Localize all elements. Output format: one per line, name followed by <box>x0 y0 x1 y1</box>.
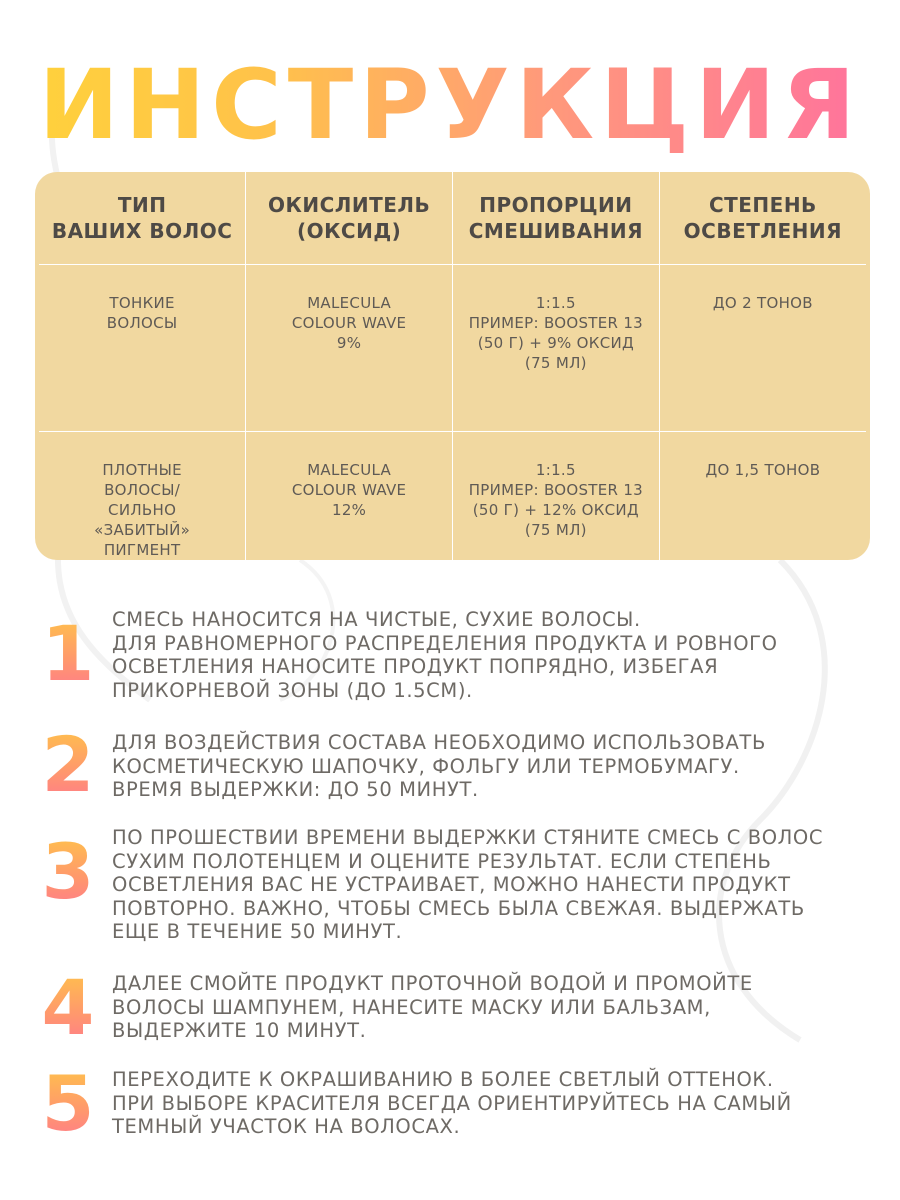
header-lightening-degree: СТЕПЕНЬ ОСВЕТЛЕНИЯ <box>659 172 866 265</box>
oxidant-table <box>39 172 866 612</box>
step-text: ДЛЯ ВОЗДЕЙСТВИЯ СОСТАВА НЕОБХОДИМО ИСПОЛЬЗОВАТЬ КОСМЕТИЧЕСКУЮ ШАПОЧКУ, ФОЛЬГУ ИЛИ ТЕРМОБУМАГУ. ВРЕМЯ ВЫДЕРЖКИ: ДО 50 МИНУТ. <box>112 731 766 801</box>
step-number: 2 <box>38 725 98 805</box>
instruction-table <box>35 172 870 560</box>
cell-hair-type: ТОНКИЕ ВОЛОСЫ <box>39 265 246 432</box>
step-number: 5 <box>38 1064 98 1144</box>
step-number: 1 <box>38 614 98 694</box>
table-row <box>39 432 866 613</box>
step-text: ПО ПРОШЕСТВИИ ВРЕМЕНИ ВЫДЕРЖКИ СТЯНИТЕ СМЕСЬ С ВОЛОС СУХИМ ПОЛОТЕНЦЕМ И ОЦЕНИТЕ РЕЗУЛЬТАТ. ЕСЛИ СТЕПЕНЬ ОСВЕТЛЕНИЯ ВАС НЕ УСТРАИВАЕТ, МОЖНО НАНЕСТИ ПРОДУКТ ПОВТОРНО. ВАЖНО, ЧТОБЫ СМЕСЬ БЫЛА СВЕЖАЯ. ВЫДЕРЖАТЬ ЕЩЕ В ТЕЧЕНИЕ 50 МИНУТ. <box>112 826 824 943</box>
cell-oxidant: MALECULA COLOUR WAVE 12% <box>246 432 453 613</box>
cell-proportions: 1:1.5 ПРИМЕР: BOOSTER 13 (50 Г) + 12% ОКСИД (75 МЛ) <box>453 432 660 613</box>
step-number: 4 <box>38 968 98 1048</box>
cell-hair-type: ПЛОТНЫЕ ВОЛОСЫ/ СИЛЬНО «ЗАБИТЫЙ» ПИГМЕНТ <box>39 432 246 613</box>
step-text: ДАЛЕЕ СМОЙТЕ ПРОДУКТ ПРОТОЧНОЙ ВОДОЙ И ПРОМОЙТЕ ВОЛОСЫ ШАМПУНЕМ, НАНЕСИТЕ МАСКУ ИЛИ БАЛЬЗАМ, ВЫДЕРЖИТЕ 10 МИНУТ. <box>112 972 753 1042</box>
table-row <box>39 265 866 432</box>
header-hair-type: ТИП ВАШИХ ВОЛОС <box>39 172 246 265</box>
step-number: 3 <box>38 832 98 912</box>
step-text: ПЕРЕХОДИТЕ К ОКРАШИВАНИЮ В БОЛЕЕ СВЕТЛЫЙ ОТТЕНОК. ПРИ ВЫБОРЕ КРАСИТЕЛЯ ВСЕГДА ОРИЕНТИРУЙТЕСЬ НА САМЫЙ ТЕМНЫЙ УЧАСТОК НА ВОЛОСАХ. <box>112 1068 792 1138</box>
cell-lightening: ДО 2 ТОНОВ <box>659 265 866 432</box>
cell-lightening: ДО 1,5 ТОНОВ <box>659 432 866 613</box>
header-oxidant: ОКИСЛИТЕЛЬ (ОКСИД) <box>246 172 453 265</box>
step-text: СМЕСЬ НАНОСИТСЯ НА ЧИСТЫЕ, СУХИЕ ВОЛОСЫ. ДЛЯ РАВНОМЕРНОГО РАСПРЕДЕЛЕНИЯ ПРОДУКТА И РОВНОГО ОСВЕТЛЕНИЯ НАНОСИТЕ ПРОДУКТ ПОПРЯДНО, ИЗБЕГАЯ ПРИКОРНЕВОЙ ЗОНЫ (ДО 1.5СМ). <box>112 608 778 702</box>
page-title: ИНСТРУКЦИЯ <box>0 50 900 160</box>
cell-oxidant: MALECULA COLOUR WAVE 9% <box>246 265 453 432</box>
header-mixing-proportions: ПРОПОРЦИИ СМЕШИВАНИЯ <box>453 172 660 265</box>
cell-proportions: 1:1.5 ПРИМЕР: BOOSTER 13 (50 Г) + 9% ОКСИД (75 МЛ) <box>453 265 660 432</box>
